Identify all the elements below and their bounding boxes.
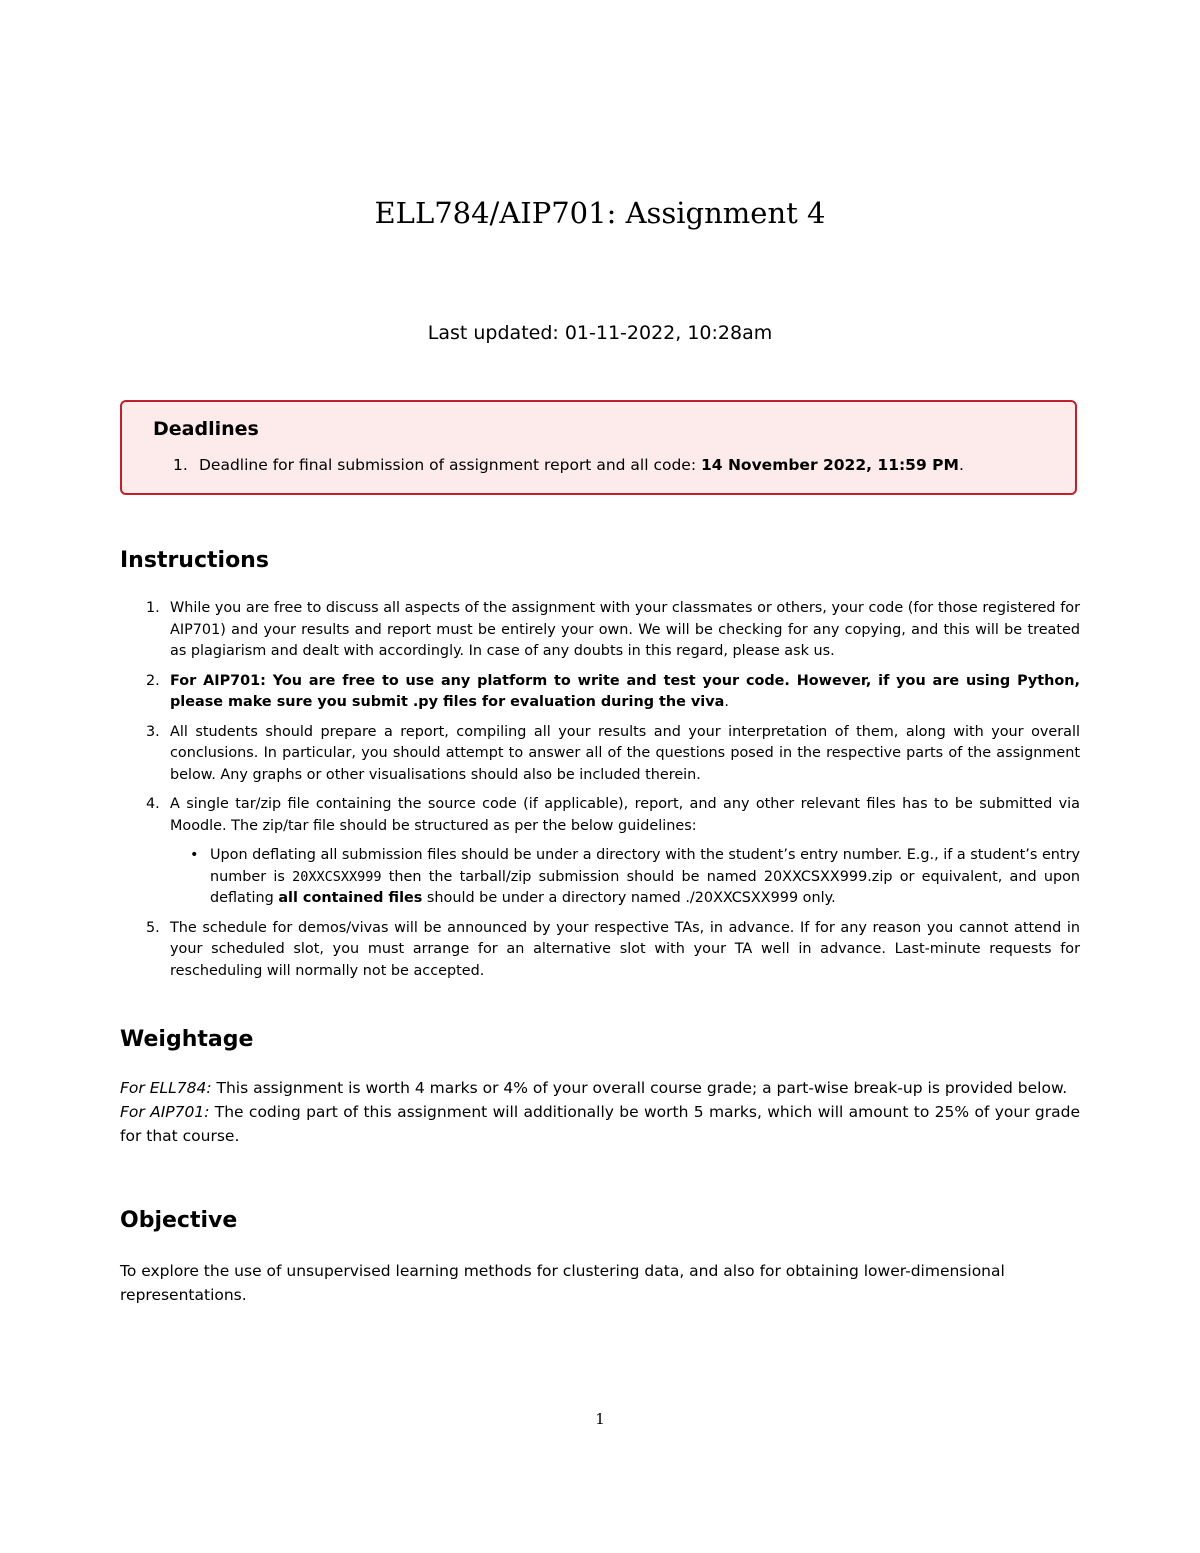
- deadline-text-end: .: [958, 456, 964, 474]
- instructions-list: [120, 598, 1080, 990]
- ell-text: This assignment is worth 4 marks or 4% of your overall course grade; a part-wise break-up is provided below.: [211, 1079, 1068, 1097]
- aip-label: For AIP701:: [120, 1103, 210, 1121]
- list-number: 3.: [146, 723, 160, 740]
- sub-text: Upon deflating all submission files should be under a directory with the student’s entry number. E.g., if a student’s entry number is: [210, 847, 1080, 885]
- ell-label: For ELL784:: [120, 1079, 212, 1097]
- deadline-date: 14 November 2022, 11:59 PM: [700, 456, 959, 474]
- instruction-text-end: .: [724, 694, 729, 710]
- weightage-heading: Weightage: [120, 1027, 254, 1052]
- instruction-bold-text: For AIP701: You are free to use any platform to write and test your code. However, if you are using Python, please make sure you submit .py files for evaluation during the viva: [170, 672, 1080, 710]
- weightage-text: [120, 1076, 1080, 1148]
- sub-text: then the tarball/zip submission should be named 20XXCSXX999.zip or equivalent, and upon deflating: [210, 868, 1080, 906]
- list-number: 5.: [146, 919, 160, 936]
- page-number: 1: [595, 1410, 605, 1428]
- list-item: [120, 598, 1080, 663]
- list-number: 4.: [146, 796, 160, 812]
- deadlines-title: Deadlines: [153, 418, 259, 440]
- objective-text: To explore the use of unsupervised learning methods for clustering data, and also for obtaining lower-dimensional representations.: [120, 1262, 1005, 1304]
- bullet-icon: •: [190, 847, 199, 863]
- list-number: 2.: [146, 672, 160, 689]
- list-number: 1.: [146, 600, 160, 616]
- sub-bold-text: all contained files: [278, 890, 423, 906]
- objective-heading: Objective: [120, 1208, 238, 1233]
- sub-list-item: [170, 845, 1080, 910]
- list-item: [120, 918, 1080, 983]
- page-title: ELL784/AIP701: Assignment 4: [374, 196, 826, 230]
- instructions-heading: Instructions: [120, 548, 269, 573]
- deadline-text: Deadline for final submission of assignment report and all code:: [199, 456, 701, 474]
- list-item: [120, 794, 1080, 910]
- sub-list: [170, 845, 1080, 910]
- instruction-text: All students should prepare a report, compiling all your results and your interpretation of them, along with your overall conclusions. In particular, you should attempt to answer all of the questions posed in the respective parts of the assignment below. Any graphs or other visualisations should also be included therein.: [170, 723, 1080, 783]
- last-updated: Last updated: 01-11-2022, 10:28am: [427, 322, 773, 344]
- aip-text: The coding part of this assignment will additionally be worth 5 marks, which will amount to 25% of your grade for that course.: [120, 1103, 1080, 1145]
- instruction-text: A single tar/zip file containing the source code (if applicable), report, and any other relevant files has to be submitted via Moodle. The zip/tar file should be structured as per the below guidelines:: [170, 796, 1080, 834]
- list-number: 1.: [173, 456, 188, 474]
- instruction-text: While you are free to discuss all aspects of the assignment with your classmates or others, your code (for those registered for AIP701) and your results and report must be entirely your own. We will be checking for any copying, and this will be treated as plagiarism and dealt with accordingly. In case of any doubts in this regard, please ask us.: [170, 600, 1080, 659]
- list-item: [120, 671, 1080, 714]
- deadlines-box: [120, 400, 1077, 495]
- instruction-text: The schedule for demos/vivas will be announced by your respective TAs, in advance. If for any reason you cannot attend in your scheduled slot, you must arrange for an alternative slot with your TA well in advance. Last-minute requests for rescheduling will normally not be accepted.: [170, 919, 1080, 979]
- entry-number-code: 20XXCSXX999: [292, 868, 382, 885]
- list-item: [120, 722, 1080, 787]
- sub-text: should be under a directory named ./20XXCSXX999 only.: [422, 890, 836, 906]
- deadline-item: [173, 456, 964, 474]
